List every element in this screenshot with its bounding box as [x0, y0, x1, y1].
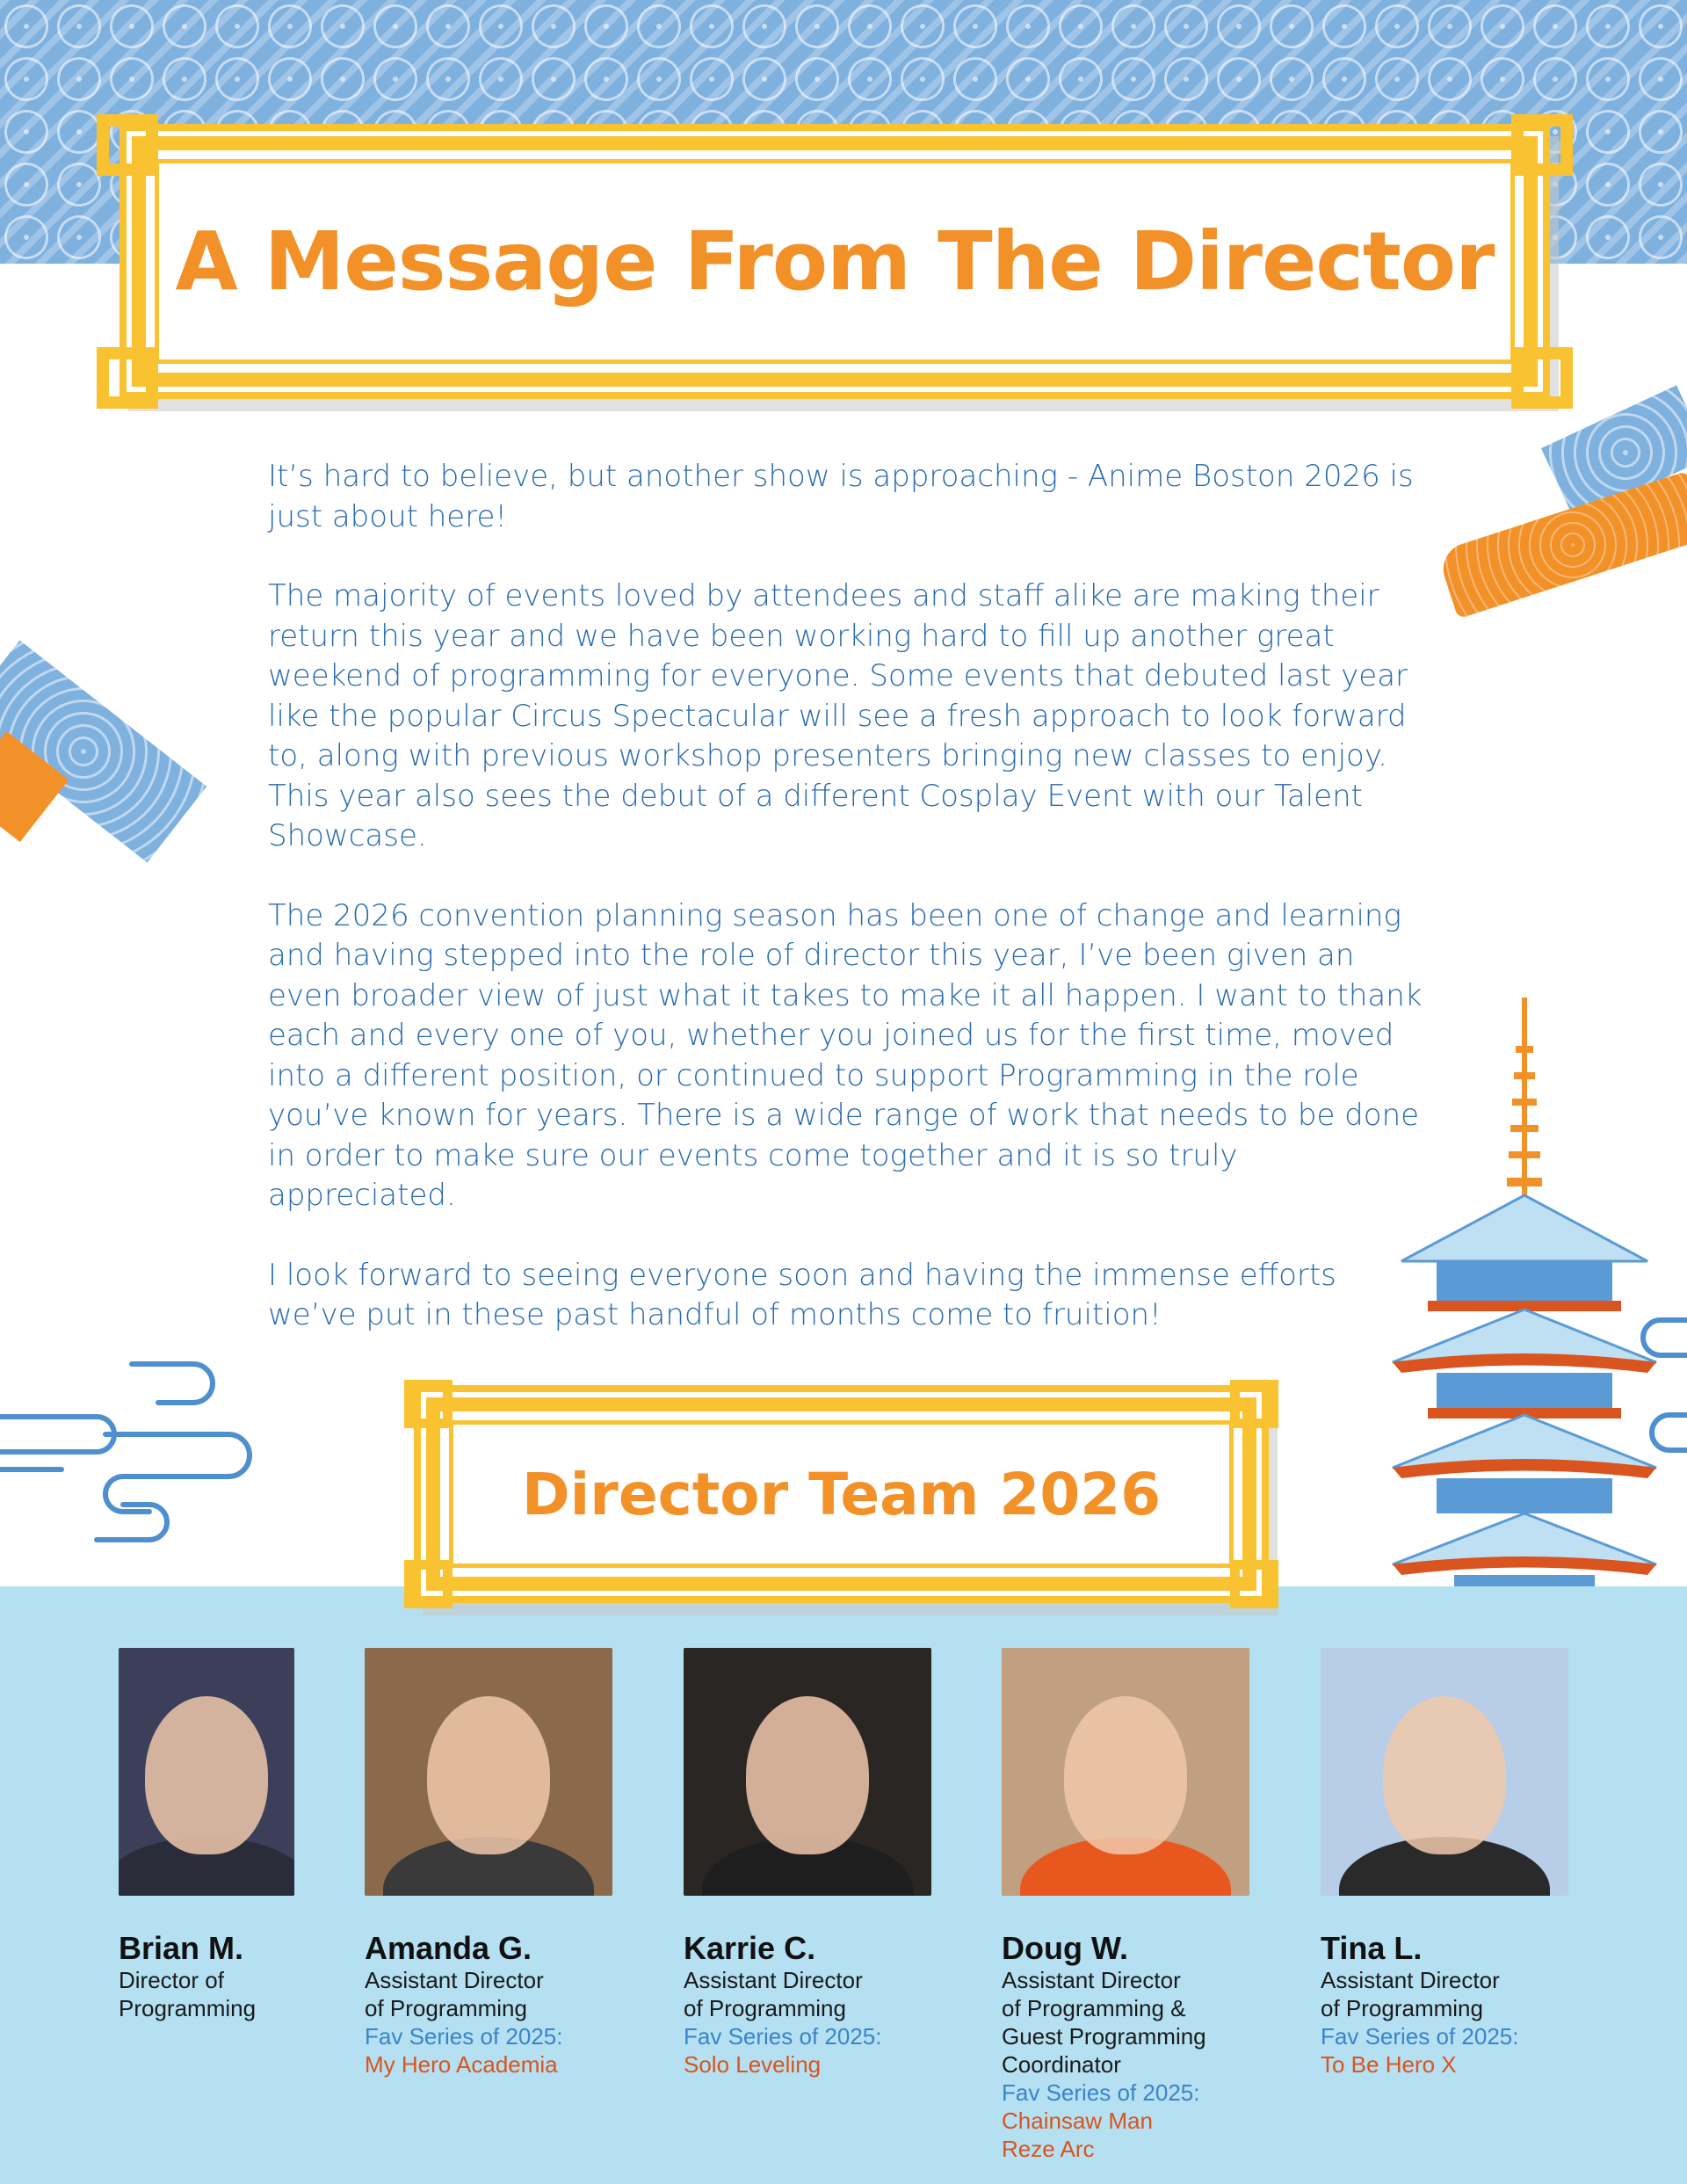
- pagoda-icon: [1384, 993, 1665, 1591]
- member-face: [1064, 1696, 1187, 1854]
- letter-paragraph: It’s hard to believe, but another show is approaching - Anime Boston 2026 is just about here!: [268, 459, 1414, 534]
- member-face: [746, 1696, 869, 1854]
- member-role: Programming: [119, 1995, 257, 2021]
- page-title: A Message From The Director: [175, 214, 1495, 308]
- team-title-frame: [426, 1397, 1256, 1591]
- member-name: Doug W.: [1002, 1930, 1128, 1966]
- member-fav-series: Solo Leveling: [684, 2051, 822, 2078]
- member-fav-series: To Be Hero X: [1321, 2051, 1457, 2078]
- member-fav-series: My Hero Academia: [365, 2051, 558, 2078]
- member-face: [1383, 1696, 1506, 1854]
- team-member-card: [684, 1648, 938, 2079]
- member-fav-label: Fav Series of 2025:: [365, 2023, 563, 2050]
- member-photo: [119, 1648, 294, 1896]
- member-face: [145, 1696, 268, 1854]
- member-name: Karrie C.: [684, 1930, 816, 1966]
- team-member-card: [365, 1648, 619, 2079]
- letter-paragraph: The majority of events loved by attendees and staff alike are making their return this year and we have been working hard to fill up another great weekend of programming for everyone. Some events that debuted last year like the popular Circus Spectacular will see a fresh approach to look forward to, along with previous workshop presenters bringing new classes to enjoy. This year also sees the debut of a different Cosplay Event with our Talent Showcase.: [268, 578, 1408, 853]
- title-frame: [132, 136, 1538, 387]
- member-role: Coordinator: [1002, 2051, 1121, 2078]
- member-photo: [684, 1648, 931, 1896]
- member-photo: [1321, 1648, 1568, 1896]
- team-member-card: [119, 1648, 373, 2022]
- member-face: [427, 1696, 550, 1854]
- member-role: of Programming: [1321, 1995, 1483, 2021]
- member-name: Brian M.: [119, 1930, 244, 1966]
- member-role: Assistant Director: [365, 1967, 544, 1993]
- member-name: Amanda G.: [365, 1930, 532, 1966]
- member-fav-label: Fav Series of 2025:: [684, 2023, 882, 2050]
- member-role: Director of: [119, 1967, 224, 1993]
- letter-paragraph: I look forward to seeing everyone soon and having the immense efforts we’ve put in these past handful of months come to fruition!: [268, 1257, 1336, 1332]
- member-fav-label: Fav Series of 2025:: [1321, 2023, 1519, 2050]
- member-role: Assistant Director: [684, 1967, 863, 1993]
- member-role: Assistant Director: [1321, 1967, 1500, 1993]
- member-fav-series: Chainsaw Man: [1002, 2108, 1153, 2134]
- member-role: of Programming &: [1002, 1995, 1186, 2021]
- team-member-card: [1321, 1648, 1575, 2079]
- member-role: of Programming: [684, 1995, 846, 2021]
- letter-paragraph: The 2026 convention planning season has been one of change and learning and having stepped into the role of director this year, I’ve been given an even broader view of just what it takes to make it all happen. I want to thank each and every one of you, whether you joined us for the first time, moved into a different position, or continued to support Programming in the role you’ve known for years. There is a wide range of work that needs to be done in order to make sure our events come together and it is so truly appreciated.: [268, 897, 1423, 1213]
- cloud-swirl-icon: [0, 1353, 264, 1547]
- member-role: Guest Programming: [1002, 2023, 1206, 2050]
- member-role: of Programming: [365, 1995, 527, 2021]
- team-title: Director Team 2026: [521, 1460, 1162, 1528]
- team-member-card: [1002, 1648, 1256, 2163]
- member-fav-series: Reze Arc: [1002, 2136, 1095, 2162]
- member-role: Assistant Director: [1002, 1967, 1181, 1993]
- member-name: Tina L.: [1321, 1930, 1423, 1966]
- member-photo: [1002, 1648, 1249, 1896]
- director-letter: [268, 457, 1428, 1375]
- member-fav-label: Fav Series of 2025:: [1002, 2079, 1200, 2106]
- member-photo: [365, 1648, 612, 1896]
